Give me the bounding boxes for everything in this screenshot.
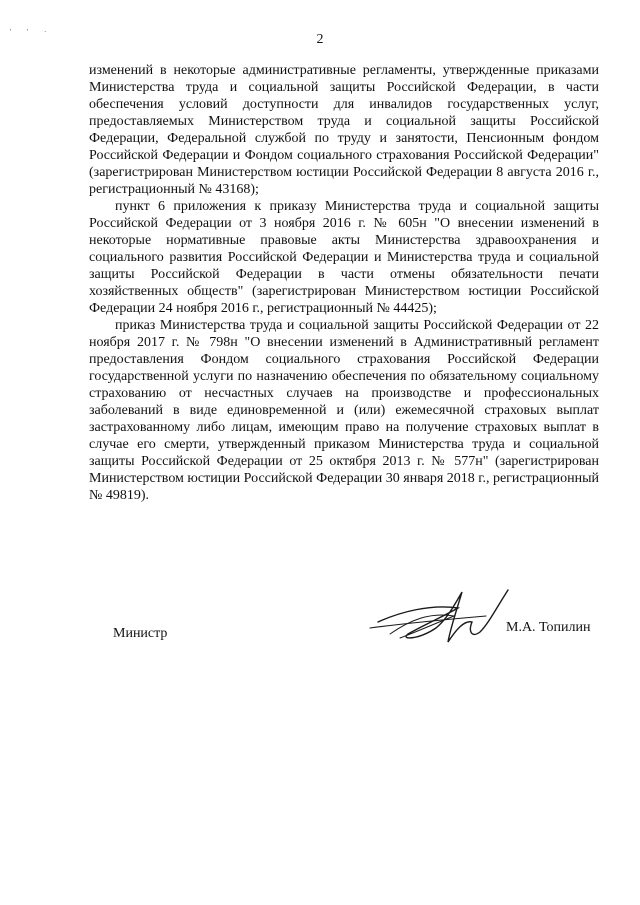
- page-number: 2: [316, 32, 324, 47]
- scan-marks: ' ' ·: [10, 28, 54, 36]
- paragraph-3: приказ Министерства труда и социальной защиты Российской Федерации от 22 ноября 2017 г. № 798н "О внесении изменений в Административный регламент предоставления Фондом социального страхования Российской Федерации государственной услуги по назначению обеспечения по обязательному социальному страхованию от несчастных случаев на производстве и профессиональных заболеваний в виде единовременной и (или) ежемесячной страховых выплат застрахованному либо лицам, имеющим право на получение страховых выплат в случае его смерти, утвержденный приказом Министерства труда и социальной защиты Российской Федерации от 25 октября 2013 г. № 577н" (зарегистрирован Министерством юстиции Российской Федерации 30 января 2018 г., регистрационный № 49819).: [89, 318, 599, 503]
- signature-block: [0, 620, 640, 700]
- paragraph-2: пункт 6 приложения к приказу Министерства труда и социальной защиты Российской Федерации от 3 ноября 2016 г. № 605н "О внесении изменений в некоторые нормативные правовые акты Министерства здравоохранения и социального развития Российской Федерации и Министерства труда и социальной защиты Российской Федерации в части отмены обязательности печати хозяйственных обществ" (зарегистрирован Министерством юстиции Российской Федерации 24 ноября 2016 г., регистрационный № 44425);: [89, 199, 599, 316]
- body-text: [89, 62, 599, 504]
- handwritten-signature: [360, 582, 520, 662]
- signer-role: Министр: [113, 626, 168, 641]
- paragraph-1: изменений в некоторые административные регламенты, утвержденные приказами Министерства труда и социальной защиты Российской Федерации, в части обеспечения условий доступности для инвалидов государственных услуг, предоставляемых Министерством труда и социальной защиты Российской Федерации, Федеральной службой по труду и занятости, Пенсионным фондом Российской Федерации и Фондом социального страхования Российской Федерации" (зарегистрирован Министерством юстиции Российской Федерации 8 августа 2016 г., регистрационный № 43168);: [89, 63, 599, 197]
- signer-name: М.А. Топилин: [506, 620, 591, 635]
